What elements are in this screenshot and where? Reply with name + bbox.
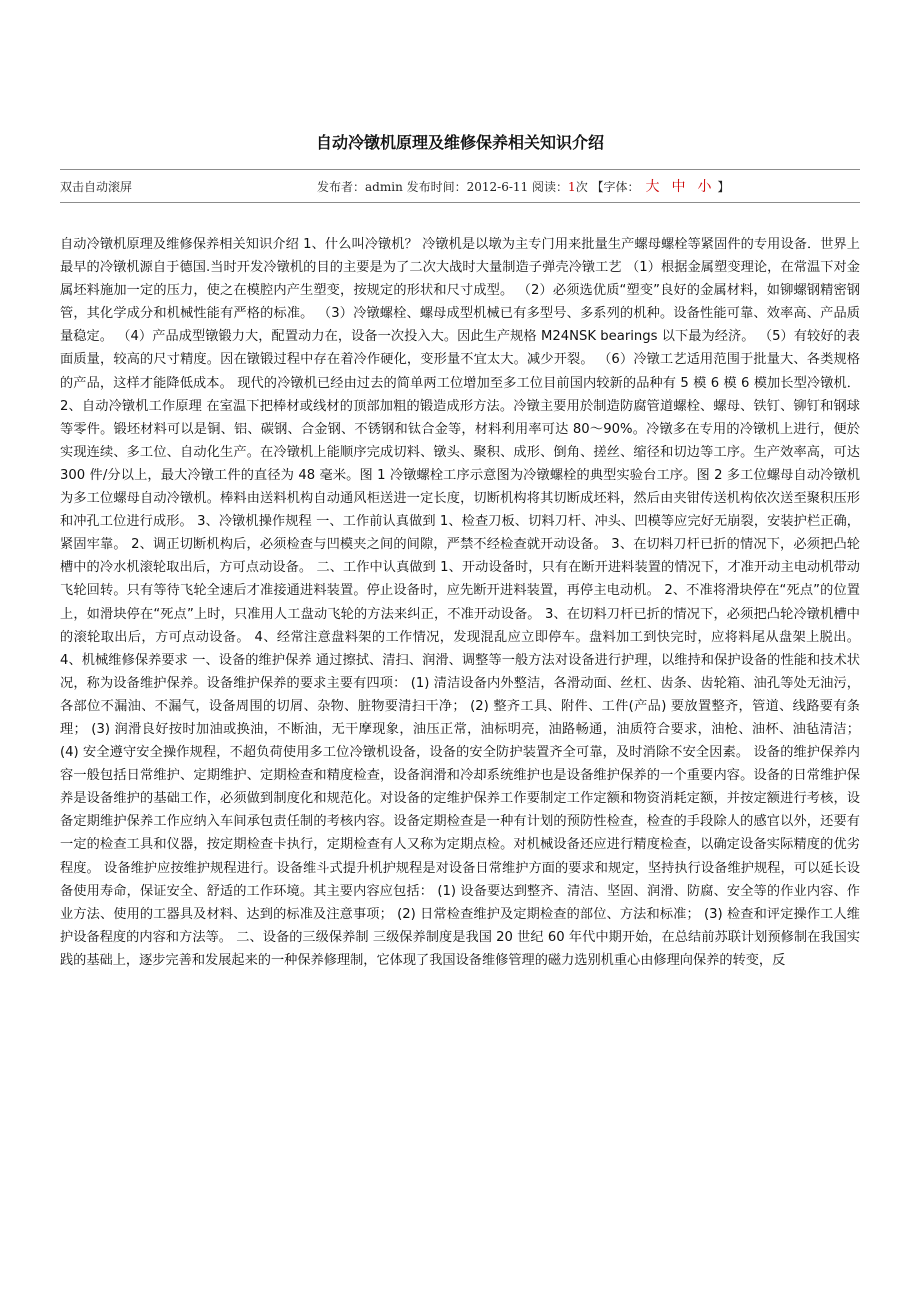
publisher-name: admin: [365, 180, 403, 194]
font-size-label: 【字体：: [591, 180, 640, 194]
article-meta-info: [317, 176, 730, 198]
article-meta-bar: [60, 176, 860, 198]
font-size-large-link[interactable]: 大: [645, 179, 660, 195]
publisher-label: 发布者：: [317, 180, 366, 194]
font-size-close-bracket: 】: [717, 180, 730, 194]
read-count: 1: [568, 180, 576, 194]
page-title: 自动冷镦机原理及维修保养相关知识介绍: [315, 133, 604, 152]
publish-time: 2012-6-11: [466, 180, 529, 194]
font-size-small-link[interactable]: 小: [697, 179, 712, 195]
auto-scroll-hint[interactable]: 双击自动滚屏: [60, 180, 133, 194]
read-count-unit: 次: [575, 180, 588, 194]
font-size-medium-link[interactable]: 中: [671, 179, 686, 195]
header-divider-bottom: [60, 202, 860, 203]
publish-time-label: 发布时间：: [406, 180, 467, 194]
header-divider-top: [60, 169, 860, 170]
read-count-label: 阅读：: [532, 180, 569, 194]
article-body: 自动冷镦机原理及维修保养相关知识介绍 1、什么叫冷镦机？ 冷镦机是以墩为主专门用来批量生产螺母螺栓等紧固件的专用设备．世界上最早的冷镦机源自于德国.当时开发冷镦机的目的主要是为了二次大战时大量制造子弹壳冷镦工艺 （1）根据金属塑变理论，在常温下对金属坯料施加一定的压力，使之在模腔内产生塑变，按规定的形状和尺寸成型。 （2）必须选优质“塑变”良好的金属材料，如铆螺钢精密钢管，其化学成分和机械性能有严格的标准。 （3）冷镦螺栓、螺母成型机械已有多型号、多系列的机种。设备性能可靠、效率高、产品质量稳定。 （4）产品成型镦锻力大，配置动力在，设备一次投入大。因此生产规格 M24NSK bearings 以下最为经济。 （5）有较好的表面质量，较高的尺寸精度。因在镦锻过程中存在着冷作硬化，变形量不宜太大。减少开裂。 （6）冷镦工艺适用范围于批量大、各类规格的产品，这样才能降低成本。 现代的冷镦机已经由过去的简单两工位增加至多工位目前国内较新的品种有 5 模 6 模 6 模加长型冷镦机．2、自动冷镦机工作原理 在室温下把棒材或线材的顶部加粗的锻造成形方法。冷镦主要用於制造防腐管道螺栓、螺母、铁钉、铆钉和钢球等零件。锻坯材料可以是铜、铝、碳钢、合金钢、不锈钢和钛合金等，材料利用率可达 80～90%。冷镦多在专用的冷镦机上进行，便於实现连续、多工位、自动化生产。在冷镦机上能顺序完成切料、镦头、聚积、成形、倒角、搓丝、缩径和切边等工序。生产效率高，可达 300 件/分以上，最大冷镦工件的直径为 48 毫米。图 1 冷镦螺栓工序示意图为冷镦螺栓的典型实验台工序。图 2 多工位螺母自动冷镦机为多工位螺母自动冷镦机。棒料由送料机构自动通风柜送进一定长度，切断机构将其切断成坯料，然后由夹钳传送机构依次送至聚积压形和冲孔工位进行成形。 3、冷镦机操作规程 一、工作前认真做到 1、检查刀板、切料刀杆、冲头、凹模等应完好无崩裂，安装护栏正确，紧固牢靠。 2、调正切断机构后，必须检查与凹模夹之间的间隙，严禁不经检查就开动设备。 3、在切料刀杆已折的情况下，必须把凸轮槽中的冷水机滚轮取出后，方可点动设备。 二、工作中认真做到 1、开动设备时，只有在断开进料装置的情况下，才准开动主电动机带动飞轮回转。只有等待飞轮全速后才准接通进料装置。停止设备时，应先断开进料装置，再停主电动机。 2、不准将滑块停在“死点”的位置上，如滑块停在“死点”上时，只准用人工盘动飞轮的方法来纠正，不准开动设备。 3、在切料刀杆已折的情况下，必须把凸轮冷镦机槽中的滚轮取出后，方可点动设备。 4、经常注意盘料架的工作情况，发现混乱应立即停车。盘料加工到快完时，应将料尾从盘架上脱出。 4、机械维修保养要求 一、设备的维护保养 通过擦拭、清扫、润滑、调整等一般方法对设备进行护理，以维持和保护设备的性能和技术状况，称为设备维护保养。设备维护保养的要求主要有四项： (1) 清洁设备内外整洁，各滑动面、丝杠、齿条、齿轮箱、油孔等处无油污，各部位不漏油、不漏气，设备周围的切屑、杂物、脏物要清扫干净； (2) 整齐工具、附件、工件(产品) 要放置整齐，管道、线路要有条理； (3) 润滑良好按时加油或换油，不断油，无干摩现象，油压正常，油标明亮，油路畅通，油质符合要求，油枪、油杯、油毡清洁； (4) 安全遵守安全操作规程，不超负荷使用多工位冷镦机设备，设备的安全防护装置齐全可靠，及时消除不安全因素。 设备的维护保养内容一般包括日常维护、定期维护、定期检查和精度检查，设备润滑和冷却系统维护也是设备维护保养的一个重要内容。设备的日常维护保养是设备维护的基础工作，必须做到制度化和规范化。对设备的定维护保养工作要制定工作定额和物资消耗定额，并按定额进行考核，设备定期维护保养工作应纳入车间承包责任制的考核内容。设备定期检查是一种有计划的预防性检查，检查的手段除人的感官以外，还要有一定的检查工具和仪器，按定期检查卡执行，定期检查有人又称为定期点检。对机械设备还应进行精度检查，以确定设备实际精度的优劣程度。 设备维护应按维护规程进行。设备维斗式提升机护规程是对设备日常维护方面的要求和规定，坚持执行设备维护规程，可以延长设备使用寿命，保证安全、舒适的工作环境。其主要内容应包括： (1) 设备要达到整齐、清洁、坚固、润滑、防腐、安全等的作业内容、作业方法、使用的工器具及材料、达到的标准及注意事项； (2) 日常检查维护及定期检查的部位、方法和标准； (3) 检查和评定操作工人维护设备程度的内容和方法等。 二、设备的三级保养制 三级保养制度是我国 20 世纪 60 年代中期开始，在总结前苏联计划预修制在我国实践的基础上，逐步完善和发展起来的一种保养修理制，它体现了我国设备维修管理的磁力选别机重心由修理向保养的转变，反: [60, 237, 860, 968]
